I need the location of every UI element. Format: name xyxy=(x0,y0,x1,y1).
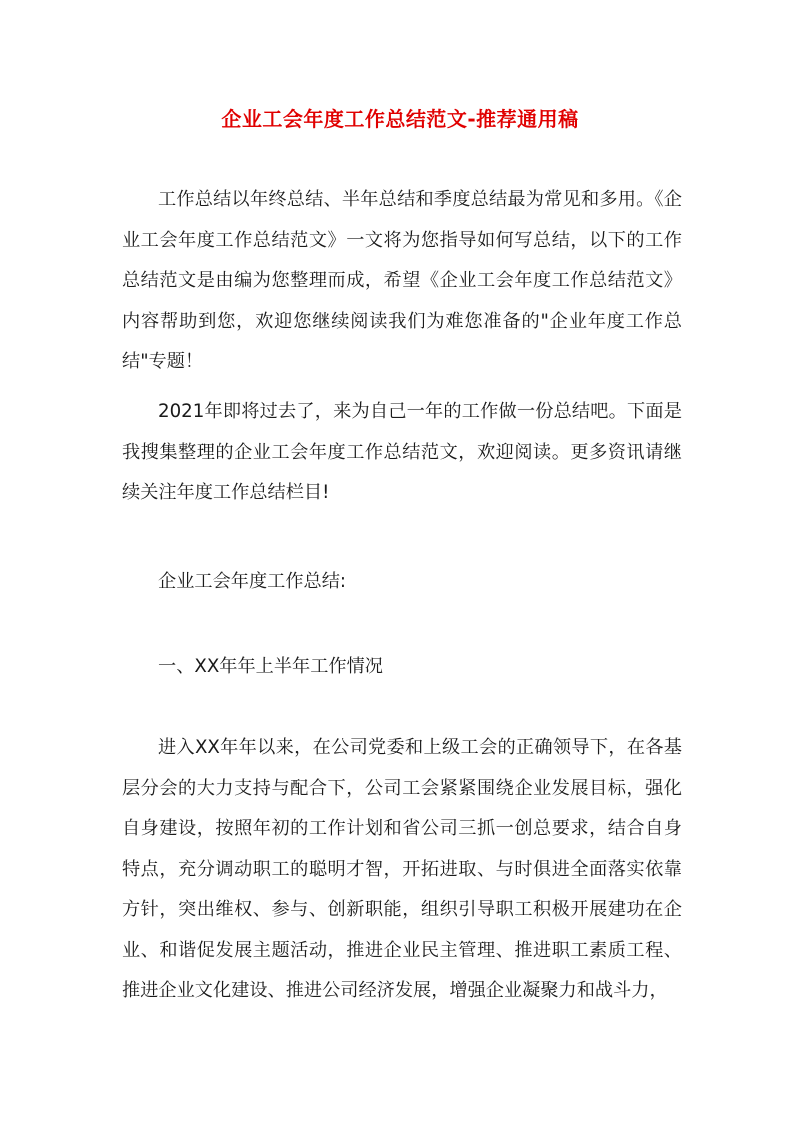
document-title: 企业工会年度工作总结范文-推荐通用稿 xyxy=(221,107,579,131)
section-heading: 企业工会年度工作总结: xyxy=(158,571,347,592)
subsection-heading: 一、XX年年上半年工作情况 xyxy=(158,656,383,677)
body-paragraph-1: 进入XX年年以来，在公司党委和上级工会的正确领导下，在各基层分会的大力支持与配合下，公司工会紧紧围绕企业发展目标，强化自身建设，按照年初的工作计划和省公司三抓一创总要求，结合自身特点，充分调动职工的聪明才智，开拓进取、与时俱进全面落实依靠方针，突出维权、参与、创新职能，组织引导职工积极开展建功在企业、和谐促发展主题活动，推进企业民主管理、推进职工素质工程、推进企业文化建设、推进公司经济发展，增强企业凝聚力和战斗力， xyxy=(122,737,682,1001)
intro-paragraph-1: 工作总结以年终总结、半年总结和季度总结最为常见和多用。《企业工会年度工作总结范文》一文将为您指导如何写总结，以下的工作总结范文是由编为您整理而成，希望《企业工会年度工作总结范文》内容帮助到您，欢迎您继续阅读我们为难您准备的"企业年度工作总结"专题！ xyxy=(122,189,682,372)
intro-paragraph-2: 2021年即将过去了，来为自己一年的工作做一份总结吧。下面是我搜集整理的企业工会年度工作总结范文，欢迎阅读。更多资讯请继续关注年度工作总结栏目! xyxy=(122,401,682,503)
